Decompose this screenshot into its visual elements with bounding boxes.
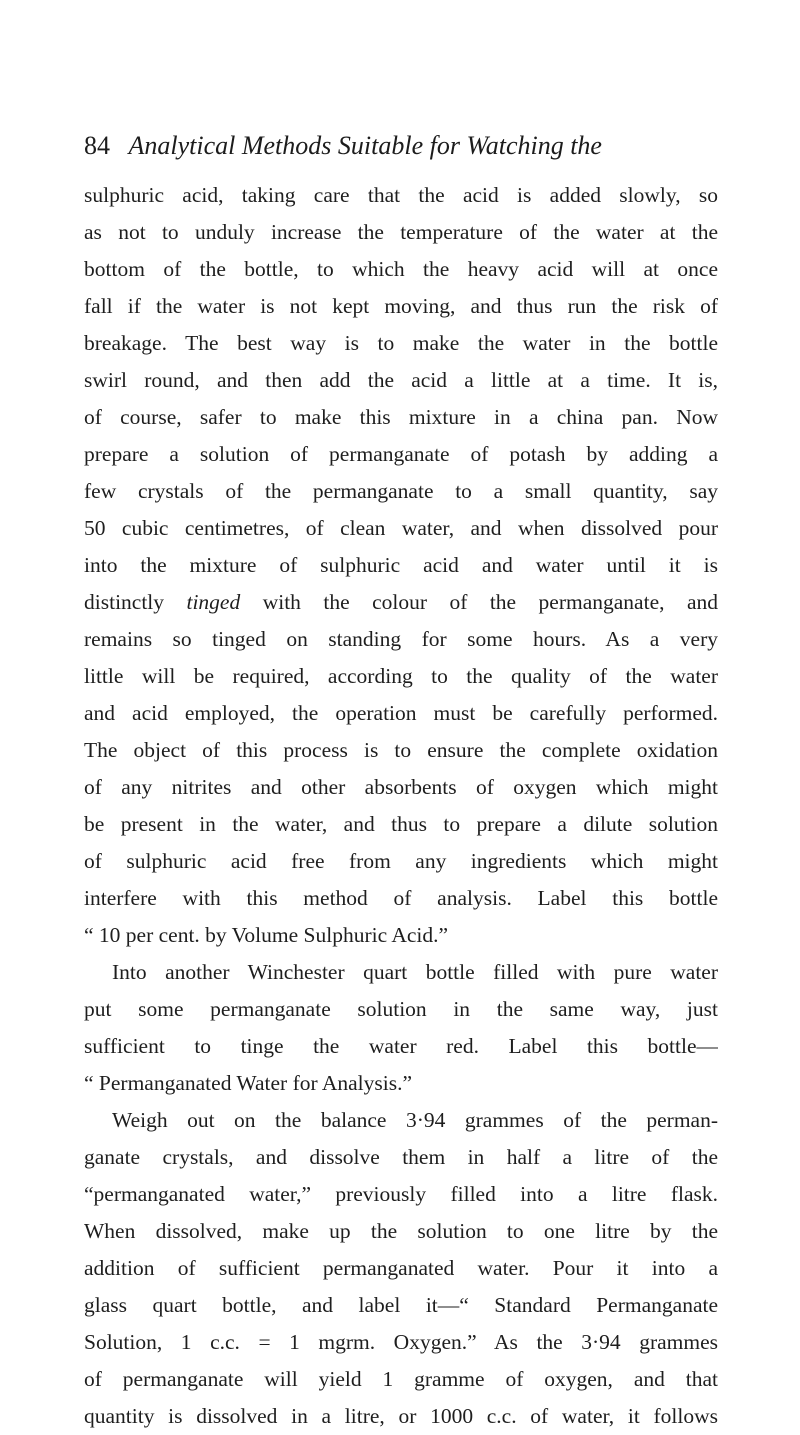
- text-segment: distinctly: [84, 590, 187, 614]
- text-line: sulphuric acid, taking care that the acid is added slowly, so: [84, 183, 718, 207]
- text-line: into the mixture of sulphuric acid and water until it is: [84, 553, 718, 577]
- text-line: of sulphuric acid free from any ingredients which might: [84, 849, 718, 873]
- text-line: be present in the water, and thus to prepare a dilute solution: [84, 812, 718, 836]
- text-line: remains so tinged on standing for some hours. As a very: [84, 627, 718, 651]
- running-title: Analytical Methods Suitable for Watching the: [128, 131, 602, 160]
- page-number: 84: [84, 131, 110, 160]
- text-line: few crystals of the permanganate to a small quantity, say: [84, 479, 718, 503]
- text-line: “permanganated water,” previously filled into a litre flask.: [84, 1182, 718, 1206]
- body-text: [84, 177, 718, 1435]
- text-line-with-italic: [84, 584, 718, 621]
- running-head: [84, 130, 724, 162]
- text-line: “ Permanganated Water for Analysis.”: [84, 1071, 413, 1095]
- text-line: quantity is dissolved in a litre, or 1000 c.c. of water, it follows: [84, 1404, 718, 1428]
- text-line: ganate crystals, and dissolve them in half a litre of the: [84, 1145, 718, 1169]
- text-line: bottom of the bottle, to which the heavy acid will at once: [84, 257, 718, 281]
- text-line: breakage. The best way is to make the water in the bottle: [84, 331, 718, 355]
- text-line: of course, safer to make this mixture in a china pan. Now: [84, 405, 718, 429]
- text-line: Solution, 1 c.c. = 1 mgrm. Oxygen.” As the 3·94 grammes: [84, 1330, 718, 1354]
- text-line: glass quart bottle, and label it—“ Standard Permanganate: [84, 1293, 718, 1317]
- text-line: When dissolved, make up the solution to one litre by the: [84, 1219, 718, 1243]
- text-line: sufficient to tinge the water red. Label this bottle—: [84, 1034, 718, 1058]
- text-line: and acid employed, the operation must be carefully performed.: [84, 701, 718, 725]
- text-line: 50 cubic centimetres, of clean water, and when dissolved pour: [84, 516, 718, 540]
- italic-word: tinged: [186, 590, 241, 614]
- text-line: little will be required, according to the quality of the water: [84, 664, 718, 688]
- text-line: of any nitrites and other absorbents of oxygen which might: [84, 775, 718, 799]
- text-line: swirl round, and then add the acid a little at a time. It is,: [84, 368, 718, 392]
- text-line: as not to unduly increase the temperature of the water at the: [84, 220, 718, 244]
- text-line: interfere with this method of analysis. Label this bottle: [84, 886, 718, 910]
- text-line: fall if the water is not kept moving, and thus run the risk of: [84, 294, 718, 318]
- text-line: The object of this process is to ensure the complete oxidation: [84, 738, 718, 762]
- text-line: addition of sufficient permanganated water. Pour it into a: [84, 1256, 718, 1280]
- text-line: “ 10 per cent. by Volume Sulphuric Acid.”: [84, 923, 449, 947]
- text-line: prepare a solution of permanganate of potash by adding a: [84, 442, 718, 466]
- text-segment: with the colour of the permanganate, and: [240, 590, 718, 614]
- text-line: of permanganate will yield 1 gramme of oxygen, and that: [84, 1367, 718, 1391]
- text-line: Weigh out on the balance 3·94 grammes of the perman-: [112, 1108, 718, 1132]
- text-line: Into another Winchester quart bottle filled with pure water: [112, 960, 718, 984]
- text-line: put some permanganate solution in the same way, just: [84, 997, 718, 1021]
